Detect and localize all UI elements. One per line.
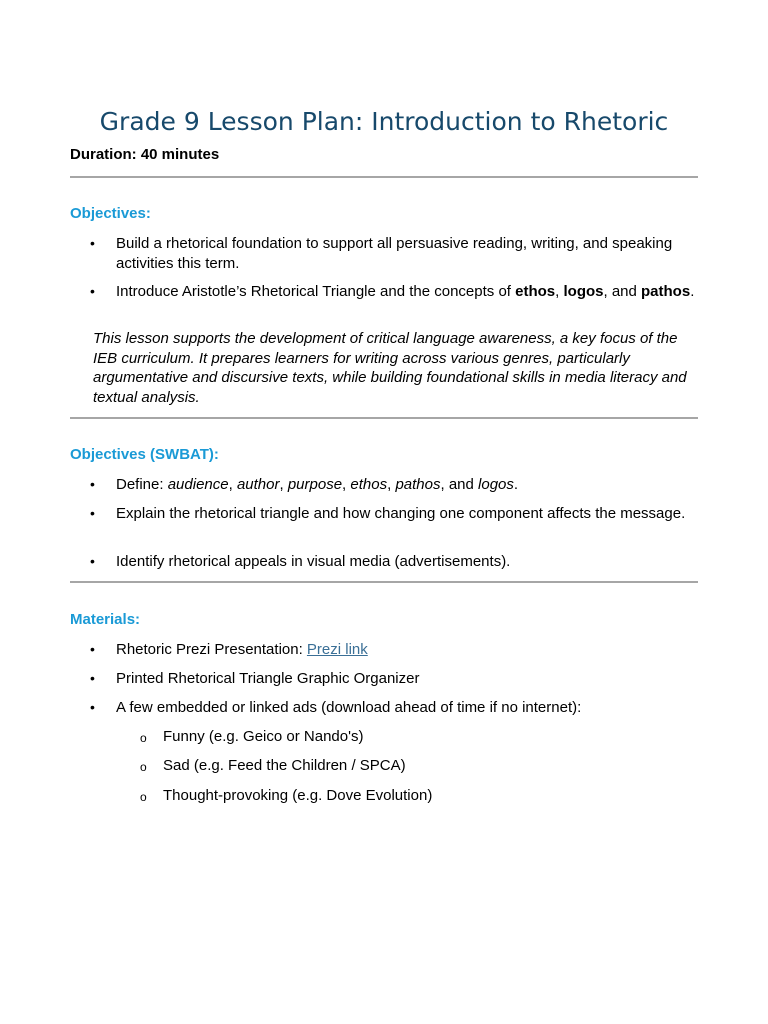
term-pathos: pathos [641, 283, 691, 300]
term-ethos: ethos [515, 283, 556, 300]
bullet-icon: • [90, 476, 95, 492]
materials-heading: Materials: [70, 611, 141, 628]
prezi-link[interactable]: Prezi link [306, 641, 368, 658]
bullet-icon: • [90, 553, 95, 569]
list-item-text: Explain the rhetorical triangle and how changing one component affects the message. [116, 505, 686, 522]
list-item-text: Printed Rhetorical Triangle Graphic Organizer [116, 670, 420, 687]
divider [70, 417, 698, 419]
bullet-icon: • [90, 670, 95, 686]
sub-list-item-text: Sad (e.g. Feed the Children / SPCA) [163, 757, 406, 774]
sub-bullet-icon: o [140, 760, 147, 774]
list-item-text: Build a rhetorical foundation to support all persuasive reading, writing, and speaking activities this term. [116, 235, 673, 272]
objectives-heading: Objectives: [70, 205, 151, 222]
list-item-text: A few embedded or linked ads (download ahead of time if no internet): [116, 699, 582, 716]
sub-list-item-text: Funny (e.g. Geico or Nando's) [163, 728, 364, 745]
bullet-icon: • [90, 699, 95, 715]
sub-bullet-icon: o [140, 731, 147, 745]
list-item-text: Rhetoric Prezi Presentation: Prezi link [116, 641, 368, 658]
sub-list-item-text: Thought-provoking (e.g. Dove Evolution) [163, 787, 433, 804]
sub-bullet-icon: o [140, 790, 147, 804]
divider [70, 581, 698, 583]
term-logos: logos [563, 283, 604, 300]
bullet-icon: • [90, 641, 95, 657]
page-title: Grade 9 Lesson Plan: Introduction to Rhetoric [99, 107, 669, 136]
bullet-icon: • [90, 283, 95, 299]
divider [70, 176, 698, 178]
list-item-text: Introduce Aristotle’s Rhetorical Triangle and the concepts of ethos, logos, and pathos. [116, 283, 695, 300]
bullet-icon: • [90, 505, 95, 521]
duration-label: Duration: 40 minutes [70, 146, 220, 163]
list-item-text: Identify rhetorical appeals in visual media (advertisements). [116, 553, 511, 570]
list-item-text: Define: audience, author, purpose, ethos, pathos, and logos. [116, 476, 519, 493]
curriculum-note: This lesson supports the development of critical language awareness, a key focus of the IEB curriculum. It prepares learners for writing across various genres, particularly argumentative and discursive texts, while building foundational skills in media literacy and textual analysis. [93, 330, 687, 406]
bullet-icon: • [90, 235, 95, 251]
swbat-heading: Objectives (SWBAT): [70, 446, 219, 463]
